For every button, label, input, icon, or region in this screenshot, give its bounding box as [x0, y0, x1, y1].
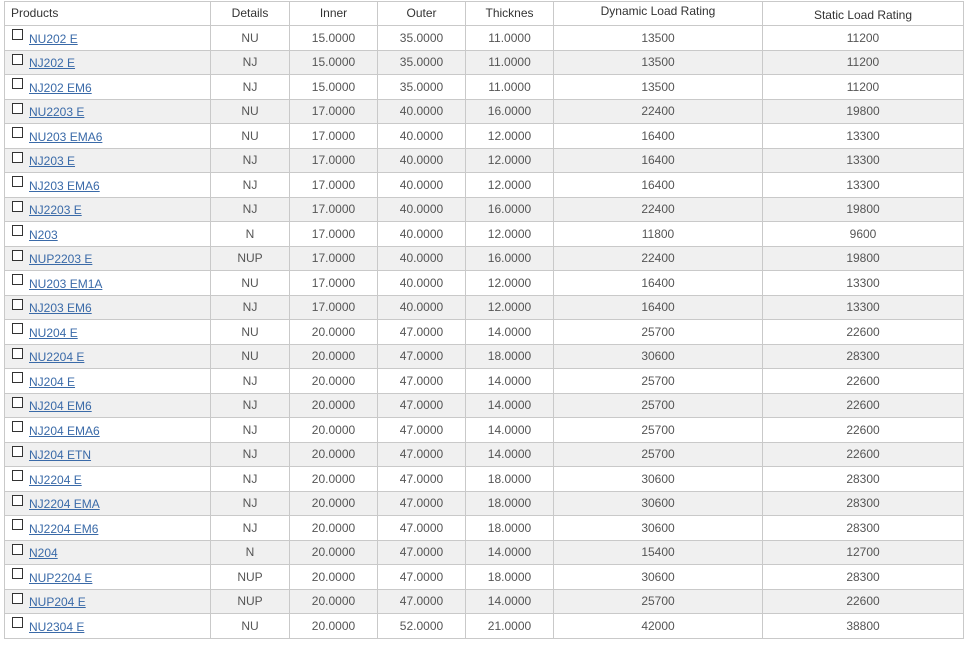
dynamic-cell: 25700	[554, 369, 763, 394]
table-row	[5, 50, 964, 75]
outer-cell: 40.0000	[378, 124, 466, 149]
dynamic-cell: 22400	[554, 197, 763, 222]
table-row	[5, 467, 964, 492]
details-cell: NUP	[211, 589, 290, 614]
header-inner[interactable]	[290, 2, 378, 26]
header-details-label: Details	[231, 5, 269, 20]
product-link[interactable]: NUP2204 E	[29, 570, 93, 585]
thickness-cell: 14.0000	[466, 320, 554, 345]
thickness-cell: 12.0000	[466, 222, 554, 247]
table-row	[5, 565, 964, 590]
header-inner-label: Inner	[319, 5, 348, 20]
static-cell: 13300	[763, 271, 964, 296]
inner-cell: 20.0000	[290, 393, 378, 418]
details-cell: N	[211, 540, 290, 565]
checkbox-icon[interactable]	[12, 593, 23, 604]
header-products-label: Products	[11, 5, 59, 20]
checkbox-icon[interactable]	[12, 348, 23, 359]
outer-cell: 40.0000	[378, 271, 466, 296]
dynamic-cell: 16400	[554, 124, 763, 149]
product-link[interactable]: NJ2204 EM6	[29, 521, 99, 536]
details-cell: NU	[211, 344, 290, 369]
product-link[interactable]: NU203 EM1A	[29, 276, 103, 291]
checkbox-icon[interactable]	[12, 323, 23, 334]
outer-cell: 47.0000	[378, 589, 466, 614]
table-row	[5, 173, 964, 198]
outer-cell: 40.0000	[378, 99, 466, 124]
product-link[interactable]: N203	[29, 227, 58, 242]
static-cell: 11200	[763, 50, 964, 75]
outer-cell: 47.0000	[378, 418, 466, 443]
product-cell	[5, 491, 211, 516]
table-row	[5, 344, 964, 369]
dynamic-cell: 16400	[554, 148, 763, 173]
checkbox-icon[interactable]	[12, 544, 23, 555]
product-link[interactable]: NU2204 E	[29, 350, 85, 365]
product-link[interactable]: NJ204 E	[29, 374, 76, 389]
header-static-label: Static Load Rating	[813, 7, 913, 22]
table-row	[5, 75, 964, 100]
product-cell	[5, 295, 211, 320]
header-thickness-label: Thicknes	[485, 5, 534, 20]
dynamic-cell: 13500	[554, 50, 763, 75]
product-link[interactable]: NJ202 EM6	[29, 80, 92, 95]
outer-cell: 40.0000	[378, 222, 466, 247]
details-cell: NUP	[211, 246, 290, 271]
thickness-cell: 18.0000	[466, 516, 554, 541]
outer-cell: 35.0000	[378, 26, 466, 51]
header-details[interactable]	[211, 2, 290, 26]
inner-cell: 20.0000	[290, 320, 378, 345]
dynamic-cell: 30600	[554, 467, 763, 492]
details-cell: NJ	[211, 393, 290, 418]
details-cell: NJ	[211, 197, 290, 222]
product-cell	[5, 197, 211, 222]
static-cell: 38800	[763, 614, 964, 639]
product-cell	[5, 50, 211, 75]
dynamic-cell: 25700	[554, 442, 763, 467]
checkbox-icon[interactable]	[12, 127, 23, 138]
table-row	[5, 516, 964, 541]
dynamic-cell: 16400	[554, 271, 763, 296]
checkbox-icon[interactable]	[12, 617, 23, 628]
details-cell: NU	[211, 320, 290, 345]
header-outer[interactable]	[378, 2, 466, 26]
dynamic-cell: 30600	[554, 344, 763, 369]
product-cell	[5, 418, 211, 443]
table-row	[5, 124, 964, 149]
inner-cell: 17.0000	[290, 295, 378, 320]
table-row	[5, 148, 964, 173]
product-link[interactable]: NJ204 EMA6	[29, 423, 100, 438]
details-cell: NJ	[211, 491, 290, 516]
table-row	[5, 99, 964, 124]
inner-cell: 20.0000	[290, 614, 378, 639]
outer-cell: 47.0000	[378, 344, 466, 369]
outer-cell: 40.0000	[378, 148, 466, 173]
table-row	[5, 320, 964, 345]
static-cell: 19800	[763, 99, 964, 124]
static-cell: 13300	[763, 148, 964, 173]
table-row	[5, 222, 964, 247]
inner-cell: 20.0000	[290, 467, 378, 492]
thickness-cell: 18.0000	[466, 565, 554, 590]
inner-cell: 20.0000	[290, 565, 378, 590]
product-cell	[5, 344, 211, 369]
outer-cell: 47.0000	[378, 320, 466, 345]
outer-cell: 40.0000	[378, 246, 466, 271]
outer-cell: 47.0000	[378, 540, 466, 565]
details-cell: NJ	[211, 295, 290, 320]
static-cell: 22600	[763, 589, 964, 614]
checkbox-icon[interactable]	[12, 201, 23, 212]
checkbox-icon[interactable]	[12, 519, 23, 530]
static-cell: 28300	[763, 344, 964, 369]
static-cell: 22600	[763, 320, 964, 345]
product-link[interactable]: NJ202 E	[29, 56, 76, 71]
inner-cell: 20.0000	[290, 369, 378, 394]
product-cell	[5, 26, 211, 51]
details-cell: NJ	[211, 418, 290, 443]
product-link[interactable]: NJ2204 EMA	[29, 497, 100, 512]
inner-cell: 20.0000	[290, 491, 378, 516]
details-cell: NJ	[211, 467, 290, 492]
product-cell	[5, 565, 211, 590]
thickness-cell: 12.0000	[466, 271, 554, 296]
inner-cell: 17.0000	[290, 197, 378, 222]
product-link[interactable]: NJ203 E	[29, 154, 76, 169]
checkbox-icon[interactable]	[12, 299, 23, 310]
details-cell: NJ	[211, 173, 290, 198]
inner-cell: 20.0000	[290, 589, 378, 614]
header-thickness[interactable]	[466, 2, 554, 26]
outer-cell: 47.0000	[378, 393, 466, 418]
table-row	[5, 369, 964, 394]
details-cell: NJ	[211, 442, 290, 467]
outer-cell: 40.0000	[378, 197, 466, 222]
details-cell: NU	[211, 26, 290, 51]
table-row	[5, 197, 964, 222]
outer-cell: 47.0000	[378, 442, 466, 467]
dynamic-cell: 15400	[554, 540, 763, 565]
static-cell: 22600	[763, 442, 964, 467]
product-cell	[5, 148, 211, 173]
dynamic-cell: 25700	[554, 589, 763, 614]
table-row	[5, 295, 964, 320]
inner-cell: 20.0000	[290, 344, 378, 369]
inner-cell: 20.0000	[290, 418, 378, 443]
outer-cell: 47.0000	[378, 565, 466, 590]
static-cell: 13300	[763, 295, 964, 320]
product-cell	[5, 99, 211, 124]
checkbox-icon[interactable]	[12, 568, 23, 579]
outer-cell: 52.0000	[378, 614, 466, 639]
inner-cell: 17.0000	[290, 246, 378, 271]
table-row	[5, 393, 964, 418]
header-outer-label: Outer	[406, 5, 437, 20]
product-cell	[5, 516, 211, 541]
thickness-cell: 21.0000	[466, 614, 554, 639]
product-cell	[5, 271, 211, 296]
checkbox-icon[interactable]	[12, 152, 23, 163]
details-cell: NU	[211, 614, 290, 639]
details-cell: NJ	[211, 516, 290, 541]
header-dynamic-load-rating[interactable]	[554, 2, 763, 26]
details-cell: NJ	[211, 50, 290, 75]
static-cell: 22600	[763, 369, 964, 394]
static-cell: 9600	[763, 222, 964, 247]
product-link[interactable]: NJ204 EM6	[29, 399, 92, 414]
dynamic-cell: 11800	[554, 222, 763, 247]
static-cell: 13300	[763, 173, 964, 198]
static-cell: 28300	[763, 516, 964, 541]
thickness-cell: 11.0000	[466, 50, 554, 75]
product-link[interactable]: NJ203 EMA6	[29, 178, 100, 193]
static-cell: 22600	[763, 418, 964, 443]
inner-cell: 15.0000	[290, 50, 378, 75]
product-cell	[5, 614, 211, 639]
details-cell: NU	[211, 271, 290, 296]
inner-cell: 20.0000	[290, 516, 378, 541]
product-link[interactable]: N204	[29, 546, 58, 561]
thickness-cell: 12.0000	[466, 124, 554, 149]
static-cell: 28300	[763, 491, 964, 516]
table-row	[5, 589, 964, 614]
product-link[interactable]: NU2203 E	[29, 105, 85, 120]
dynamic-cell: 30600	[554, 565, 763, 590]
product-cell	[5, 467, 211, 492]
product-link[interactable]: NUP2203 E	[29, 252, 93, 267]
product-cell	[5, 75, 211, 100]
details-cell: NJ	[211, 148, 290, 173]
thickness-cell: 14.0000	[466, 442, 554, 467]
dynamic-cell: 25700	[554, 320, 763, 345]
inner-cell: 15.0000	[290, 26, 378, 51]
details-cell: NU	[211, 99, 290, 124]
thickness-cell: 16.0000	[466, 197, 554, 222]
product-link[interactable]: NJ204 ETN	[29, 448, 92, 463]
outer-cell: 35.0000	[378, 75, 466, 100]
inner-cell: 17.0000	[290, 271, 378, 296]
thickness-cell: 14.0000	[466, 418, 554, 443]
table-row	[5, 442, 964, 467]
checkbox-icon[interactable]	[12, 470, 23, 481]
outer-cell: 47.0000	[378, 369, 466, 394]
inner-cell: 17.0000	[290, 148, 378, 173]
thickness-cell: 14.0000	[466, 369, 554, 394]
dynamic-cell: 22400	[554, 246, 763, 271]
thickness-cell: 18.0000	[466, 344, 554, 369]
outer-cell: 40.0000	[378, 295, 466, 320]
dynamic-cell: 22400	[554, 99, 763, 124]
details-cell: NJ	[211, 75, 290, 100]
thickness-cell: 12.0000	[466, 148, 554, 173]
product-link[interactable]: NUP204 E	[29, 595, 86, 610]
outer-cell: 40.0000	[378, 173, 466, 198]
dynamic-cell: 42000	[554, 614, 763, 639]
outer-cell: 35.0000	[378, 50, 466, 75]
product-cell	[5, 393, 211, 418]
checkbox-icon[interactable]	[12, 495, 23, 506]
static-cell: 11200	[763, 75, 964, 100]
static-cell: 13300	[763, 124, 964, 149]
product-link[interactable]: NU2304 E	[29, 619, 85, 634]
dynamic-cell: 13500	[554, 26, 763, 51]
static-cell: 22600	[763, 393, 964, 418]
product-link[interactable]: NU204 E	[29, 325, 78, 340]
product-link[interactable]: NJ203 EM6	[29, 301, 92, 316]
product-link[interactable]: NJ2204 E	[29, 472, 82, 487]
dynamic-cell: 30600	[554, 516, 763, 541]
product-cell	[5, 369, 211, 394]
thickness-cell: 16.0000	[466, 246, 554, 271]
inner-cell: 15.0000	[290, 75, 378, 100]
product-link[interactable]: NU202 E	[29, 31, 78, 46]
product-cell	[5, 320, 211, 345]
outer-cell: 47.0000	[378, 491, 466, 516]
checkbox-icon[interactable]	[12, 78, 23, 89]
static-cell: 12700	[763, 540, 964, 565]
inner-cell: 17.0000	[290, 173, 378, 198]
dynamic-cell: 25700	[554, 393, 763, 418]
checkbox-icon[interactable]	[12, 176, 23, 187]
checkbox-icon[interactable]	[12, 54, 23, 65]
table-row	[5, 540, 964, 565]
thickness-cell: 18.0000	[466, 491, 554, 516]
details-cell: NJ	[211, 369, 290, 394]
thickness-cell: 14.0000	[466, 393, 554, 418]
dynamic-cell: 16400	[554, 295, 763, 320]
static-cell: 11200	[763, 26, 964, 51]
static-cell: 28300	[763, 467, 964, 492]
thickness-cell: 12.0000	[466, 173, 554, 198]
product-cell	[5, 540, 211, 565]
dynamic-cell: 25700	[554, 418, 763, 443]
details-cell: N	[211, 222, 290, 247]
table-row	[5, 491, 964, 516]
table-row	[5, 26, 964, 51]
header-dynamic-label: Dynamic Load Rating	[600, 3, 716, 18]
dynamic-cell: 13500	[554, 75, 763, 100]
outer-cell: 47.0000	[378, 467, 466, 492]
static-cell: 19800	[763, 246, 964, 271]
inner-cell: 17.0000	[290, 124, 378, 149]
header-products[interactable]	[5, 2, 211, 26]
table-header-row	[5, 2, 964, 26]
thickness-cell: 11.0000	[466, 75, 554, 100]
thickness-cell: 14.0000	[466, 589, 554, 614]
table-row	[5, 418, 964, 443]
details-cell: NUP	[211, 565, 290, 590]
thickness-cell: 11.0000	[466, 26, 554, 51]
checkbox-icon[interactable]	[12, 103, 23, 114]
thickness-cell: 14.0000	[466, 540, 554, 565]
product-cell	[5, 173, 211, 198]
thickness-cell: 16.0000	[466, 99, 554, 124]
checkbox-icon[interactable]	[12, 29, 23, 40]
dynamic-cell: 30600	[554, 491, 763, 516]
checkbox-icon[interactable]	[12, 225, 23, 236]
checkbox-icon[interactable]	[12, 446, 23, 457]
details-cell: NU	[211, 124, 290, 149]
checkbox-icon[interactable]	[12, 250, 23, 261]
table-row	[5, 246, 964, 271]
static-cell: 28300	[763, 565, 964, 590]
inner-cell: 17.0000	[290, 222, 378, 247]
table-row	[5, 271, 964, 296]
product-link[interactable]: NJ2203 E	[29, 203, 82, 218]
product-cell	[5, 442, 211, 467]
thickness-cell: 18.0000	[466, 467, 554, 492]
header-static-load-rating[interactable]	[763, 2, 964, 26]
product-cell	[5, 589, 211, 614]
thickness-cell: 12.0000	[466, 295, 554, 320]
inner-cell: 17.0000	[290, 99, 378, 124]
checkbox-icon[interactable]	[12, 274, 23, 285]
product-cell	[5, 124, 211, 149]
product-cell	[5, 246, 211, 271]
product-link[interactable]: NU203 EMA6	[29, 129, 103, 144]
products-table	[4, 1, 964, 639]
checkbox-icon[interactable]	[12, 372, 23, 383]
dynamic-cell: 16400	[554, 173, 763, 198]
inner-cell: 20.0000	[290, 442, 378, 467]
outer-cell: 47.0000	[378, 516, 466, 541]
table-body	[5, 26, 964, 639]
product-cell	[5, 222, 211, 247]
checkbox-icon[interactable]	[12, 397, 23, 408]
inner-cell: 20.0000	[290, 540, 378, 565]
static-cell: 19800	[763, 197, 964, 222]
table-row	[5, 614, 964, 639]
checkbox-icon[interactable]	[12, 421, 23, 432]
